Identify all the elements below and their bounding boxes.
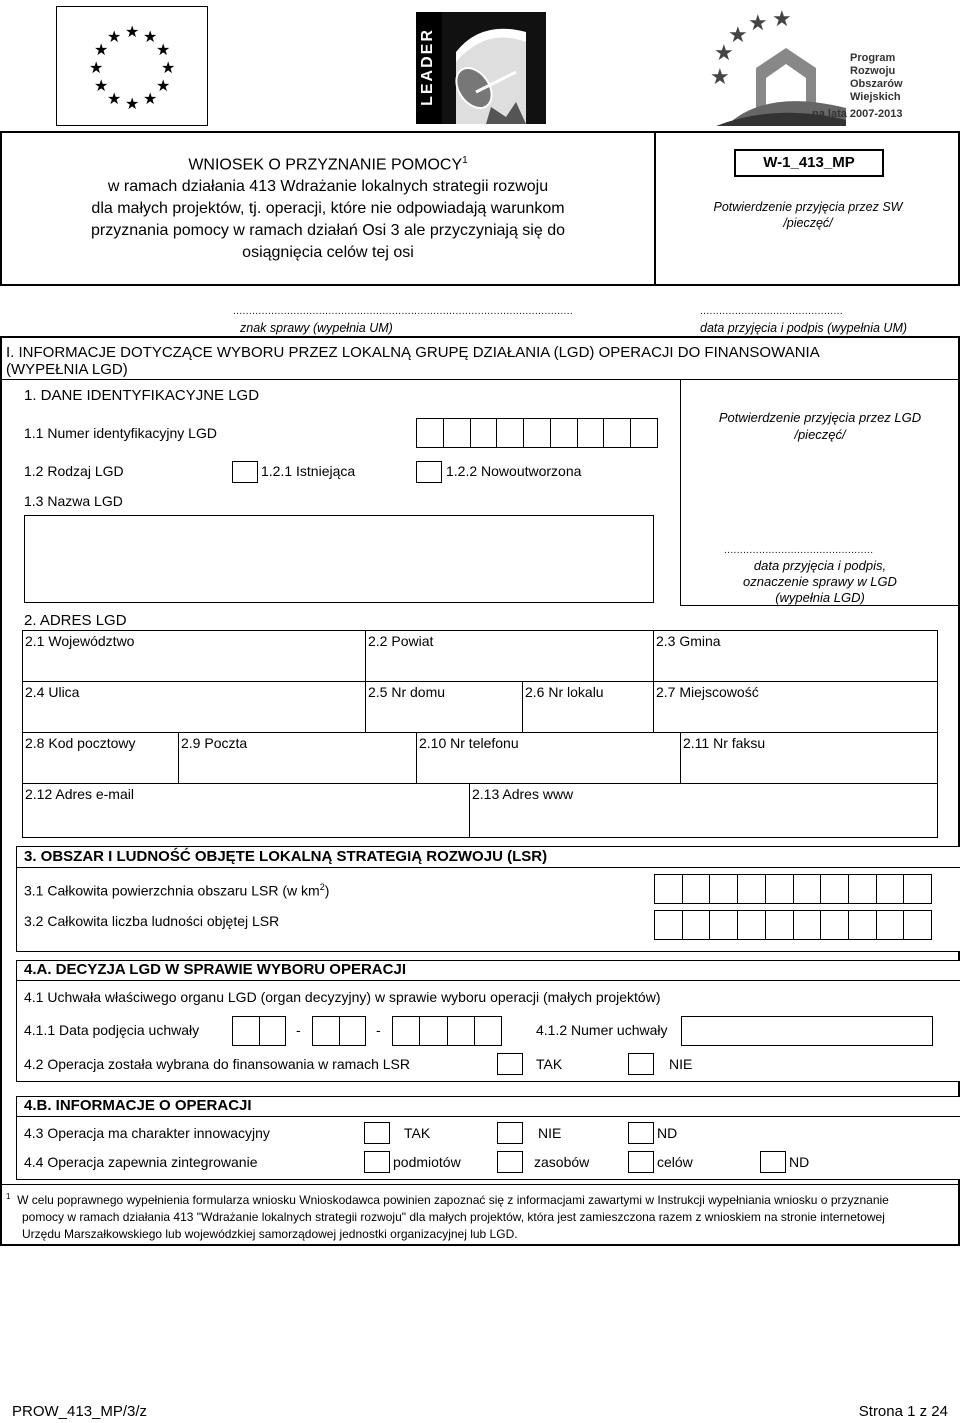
integration-goals-checkbox[interactable] (628, 1151, 654, 1173)
www-input[interactable] (470, 804, 937, 837)
resolution-month-input[interactable] (312, 1016, 366, 1046)
voivodeship-label: 2.1 Województwo (25, 633, 135, 649)
svg-text:★: ★ (772, 8, 792, 32)
lgd-new-checkbox[interactable] (416, 461, 442, 483)
operation-selected-label: 4.2 Operacja została wybrana do finansowania w ramach LSR (24, 1056, 410, 1072)
innovative-label: 4.3 Operacja ma charakter innowacyjny (24, 1125, 270, 1141)
house-number-input[interactable] (366, 702, 521, 731)
date-dash-2: - (376, 1022, 381, 1038)
svg-text:★: ★ (156, 40, 171, 59)
lgd-number-input[interactable] (416, 418, 658, 448)
svg-text:★: ★ (748, 11, 768, 36)
footnote: $^1$ W celu poprawnego wypełnienia formularza wniosku Wnioskodawca powinien zapoznać się z informacjami zawartymi w Instrukcji wypełniania wniosku o przyznanie pomocy w ramach działania 413 "Wdrażanie lokalnych strategii rozwoju" dla małych projektów, która jest zamieszczona razem z wnioskiem na stronie internetowej Urzędu Marszałkowskiego lub wojewódzkiej samorządowej jednostki organizacyjnej lub LGD. (6, 1192, 889, 1241)
form-code: W-1_413_MP (763, 154, 855, 171)
selected-yes-checkbox[interactable] (497, 1053, 523, 1075)
lgd-confirm-label: Potwierdzenie przyjęcia przez LGD (718, 410, 922, 425)
logo-row (0, 0, 960, 132)
lgd-number-label: 1.1 Numer identyfikacyjny LGD (24, 425, 217, 441)
commune-label: 2.3 Gmina (656, 633, 721, 649)
um-date-dots: ............................................. (700, 306, 844, 317)
svg-text:★: ★ (714, 41, 734, 66)
svg-text:★: ★ (94, 40, 109, 59)
lgd-ident-title: 1. DANE IDENTYFIKACYJNE LGD (24, 387, 260, 404)
innovative-no-label: NIE (538, 1125, 562, 1141)
svg-text:★: ★ (125, 22, 140, 41)
resolution-label: 4.1 Uchwała właściwego organu LGD (organ decyzyjny) w sprawie wyboru operacji (małych projektów) (24, 989, 661, 1005)
prow-logo-years: na lata 2007-2013 (812, 108, 903, 120)
svg-text:★: ★ (161, 58, 176, 77)
lgd-stamp-label: /pieczęć/ (794, 427, 846, 442)
fax-label: 2.11 Nr faksu (683, 735, 766, 751)
postal-code-input[interactable] (23, 753, 177, 782)
phone-input[interactable] (417, 753, 679, 782)
svg-text:★: ★ (107, 27, 122, 46)
commune-input[interactable] (654, 651, 937, 680)
section-4b-title: 4.B. INFORMACJE O OPERACJI (24, 1097, 252, 1114)
leader-text: LEADER (419, 28, 436, 106)
apartment-number-label: 2.6 Nr lokalu (525, 684, 604, 700)
integration-entities-checkbox[interactable] (364, 1151, 390, 1173)
county-input[interactable] (366, 651, 652, 680)
lsr-area-label: 3.1 Całkowita powierzchnia obszaru LSR (w $km^2$) (24, 882, 330, 899)
postal-code-label: 2.8 Kod pocztowy (25, 735, 136, 751)
resolution-day-input[interactable] (232, 1016, 286, 1046)
voivodeship-input[interactable] (23, 651, 364, 680)
svg-text:★: ★ (89, 58, 104, 77)
svg-text:★: ★ (125, 94, 140, 113)
date-dash-1: - (296, 1022, 301, 1038)
lgd-date-label-1: data przyjęcia i podpis, (753, 558, 887, 573)
lgd-name-input[interactable] (24, 515, 654, 603)
innovative-nd-checkbox[interactable] (628, 1122, 654, 1144)
post-office-label: 2.9 Poczta (181, 735, 248, 751)
svg-text:★: ★ (143, 89, 158, 108)
integration-resources-checkbox[interactable] (497, 1151, 523, 1173)
case-sign-label: znak sprawy (wypełnia UM) (240, 321, 393, 335)
leader-logo (416, 12, 546, 124)
integration-goals-label: celów (657, 1154, 693, 1170)
integration-label: 4.4 Operacja zapewnia zintegrowanie (24, 1154, 258, 1170)
section-i-title: I. INFORMACJE DOTYCZĄCE WYBORU PRZEZ LOKALNĄ GRUPĘ DZIAŁANIA (LGD) OPERACJI DO FINANSOWANIA (6, 344, 820, 361)
page-number: Strona 1 z 24 (858, 1403, 948, 1420)
lgd-name-label: 1.3 Nazwa LGD (24, 493, 123, 509)
street-input[interactable] (23, 702, 364, 731)
phone-label: 2.10 Nr telefonu (419, 735, 519, 751)
integration-entities-label: podmiotów (393, 1154, 461, 1170)
application-title: WNIOSEK O PRZYZNANIE POMOCY$^1$ w ramach działania 413 Wdrażanie lokalnych strategii rozwoju dla małych projektów, tj. operacji, które nie odpowiadają warunkom przyznania pomocy w ramach działań Osi 3 ale przyczyniają się do osiągnięcia celów tej osi (91, 155, 565, 262)
case-sign-dots: ........................................................................................................... (233, 306, 574, 317)
svg-text:★: ★ (728, 23, 748, 48)
resolution-number-label: 4.1.2 Numer uchwały (536, 1022, 668, 1038)
lgd-date-dots: ............................................... (724, 545, 874, 556)
selected-no-checkbox[interactable] (628, 1053, 654, 1075)
email-input[interactable] (23, 804, 468, 837)
innovative-nd-label: ND (657, 1125, 678, 1141)
apartment-number-input[interactable] (523, 702, 652, 731)
email-label: 2.12 Adres e-mail (25, 786, 134, 802)
lgd-date-label-2: oznaczenie sprawy w LGD (743, 574, 897, 589)
county-label: 2.2 Powiat (368, 633, 434, 649)
star-circle-icon (89, 22, 175, 113)
innovative-yes-label: TAK (404, 1125, 431, 1141)
house-number-label: 2.5 Nr domu (368, 684, 446, 700)
um-date-label: data przyjęcia i podpis (wypełnia UM) (700, 321, 908, 335)
sw-stamp-label: /pieczęć/ (783, 216, 833, 230)
selected-yes-label: TAK (536, 1056, 563, 1072)
prow-logo-text: Program Rozwoju Obszarów Wiejskich (850, 52, 903, 103)
svg-text:★: ★ (107, 89, 122, 108)
document-id: PROW_413_MP/3/z (12, 1403, 148, 1420)
resolution-number-input[interactable] (681, 1016, 933, 1046)
www-label: 2.13 Adres www (472, 786, 574, 802)
innovative-no-checkbox[interactable] (497, 1122, 523, 1144)
resolution-date-label: 4.1.1 Data podjęcia uchwały (24, 1022, 200, 1038)
innovative-yes-checkbox[interactable] (364, 1122, 390, 1144)
fax-input[interactable] (681, 753, 937, 782)
lsr-area-input[interactable] (654, 874, 932, 904)
lgd-new-label: 1.2.2 Nowoutworzona (446, 463, 582, 479)
prow-logo (706, 8, 916, 126)
city-label: 2.7 Miejscowość (656, 684, 759, 700)
svg-text:★: ★ (156, 76, 171, 95)
lgd-existing-label: 1.2.1 Istniejąca (261, 463, 356, 479)
integration-resources-label: zasobów (534, 1154, 590, 1170)
lgd-type-label: 1.2 Rodzaj LGD (24, 463, 124, 479)
post-office-input[interactable] (179, 753, 415, 782)
street-label: 2.4 Ulica (25, 684, 80, 700)
lgd-date-label-3: (wypełnia LGD) (775, 590, 865, 605)
svg-text:★: ★ (94, 76, 109, 95)
svg-text:★: ★ (143, 27, 158, 46)
section-3-title: 3. OBSZAR I LUDNOŚĆ OBJĘTE LOKALNĄ STRATEGIĄ ROZWOJU (LSR) (24, 848, 548, 865)
integration-nd-label: ND (789, 1154, 810, 1170)
section-i-subtitle: (WYPEŁNIA LGD) (6, 361, 128, 378)
lsr-population-label: 3.2 Całkowita liczba ludności objętej LSR (24, 913, 280, 929)
address-title: 2. ADRES LGD (24, 612, 127, 629)
lsr-population-input[interactable] (654, 910, 932, 940)
section-4a-title: 4.A. DECYZJA LGD W SPRAWIE WYBORU OPERACJI (24, 961, 406, 978)
selected-no-label: NIE (669, 1056, 693, 1072)
svg-text:★: ★ (710, 65, 730, 90)
sw-confirm-label: Potwierdzenie przyjęcia przez SW (713, 200, 903, 214)
resolution-year-input[interactable] (392, 1016, 502, 1046)
eu-flag-logo (56, 6, 208, 126)
integration-nd-checkbox[interactable] (760, 1151, 786, 1173)
lgd-existing-checkbox[interactable] (232, 461, 258, 483)
city-input[interactable] (654, 702, 937, 731)
